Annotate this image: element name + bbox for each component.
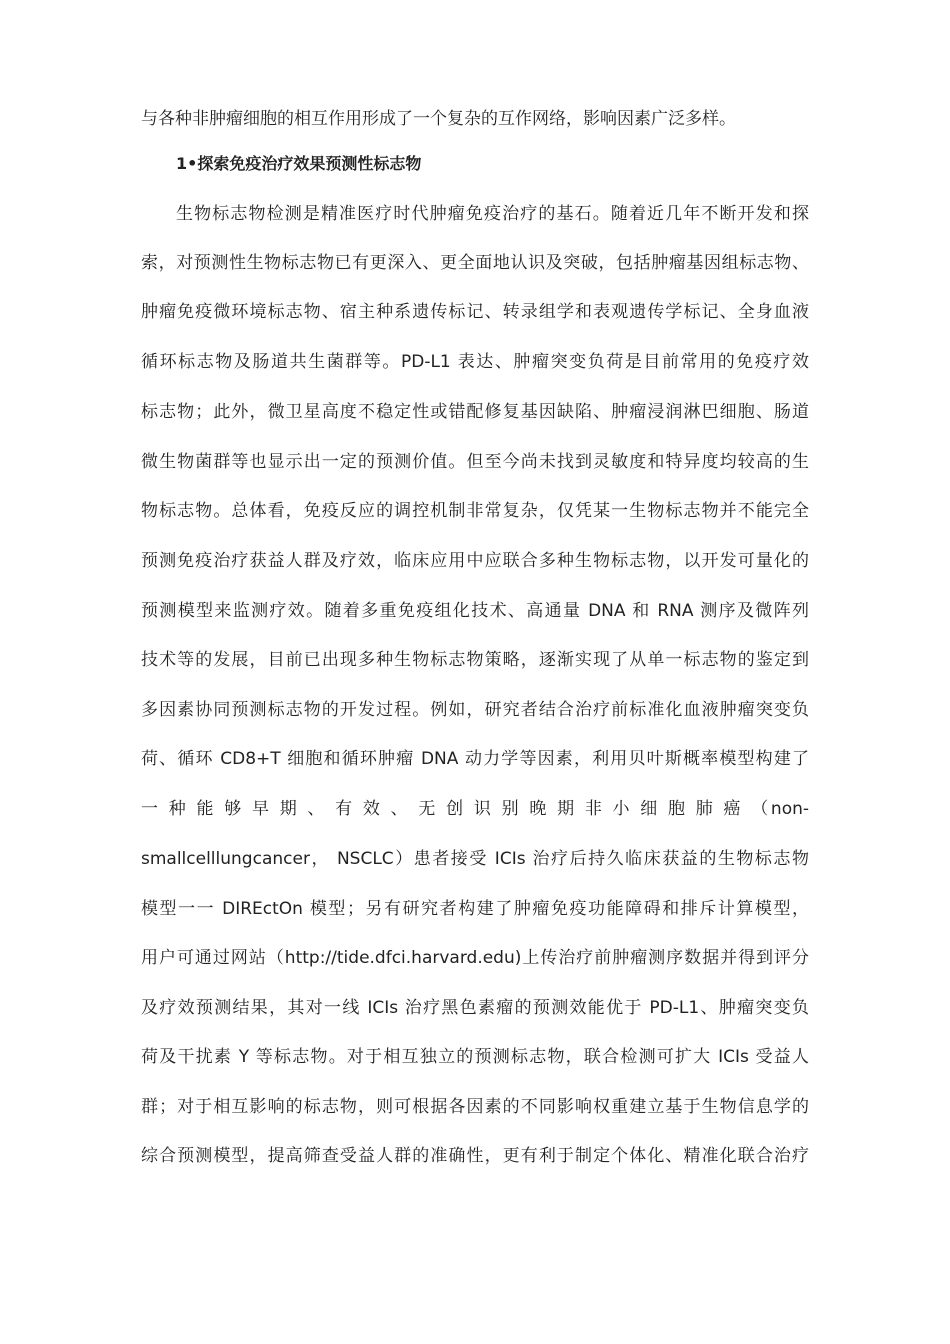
section-heading: 1•探索免疫治疗效果预测性标志物 [176, 154, 422, 173]
paragraph-line: 与各种非肿瘤细胞的相互作用形成了一个复杂的互作网络，影响因素广泛多样。 [141, 109, 736, 129]
paragraph-line: 用户可通过网站（http://tide.dfci.harvard.edu)上传治疗前肿瘤测序数据并得到评分 [141, 948, 809, 968]
paragraph-line: 预测免疫治疗获益人群及疗效，临床应用中应联合多种生物标志物，以开发可量化的 [141, 551, 809, 571]
paragraph-line: 肿瘤免疫微环境标志物、宿主种系遗传标记、转录组学和表观遗传学标记、全身血液 [141, 302, 809, 322]
paragraph-line: 索，对预测性生物标志物已有更深入、更全面地认识及突破，包括肿瘤基因组标志物、 [141, 253, 809, 273]
paragraph-line: 技术等的发展，目前已出现多种生物标志物策略，逐渐实现了从单一标志物的鉴定到 [141, 650, 809, 670]
paragraph-line: 荷、循环 CD8+T 细胞和循环肿瘤 DNA 动力学等因素，利用贝叶斯概率模型构建了 [141, 749, 809, 769]
paragraph-line: 一 种 能 够 早 期 、 有 效 、 无 创 识 别 晚 期 非 小 细 胞 肺 癌 （non- [141, 799, 809, 819]
paragraph-line: 微生物菌群等也显示出一定的预测价值。但至今尚未找到灵敏度和特异度均较高的生 [141, 452, 809, 472]
paragraph-line: 物标志物。总体看，免疫反应的调控机制非常复杂，仅凭某一生物标志物并不能完全 [141, 501, 809, 521]
paragraph-line: 荷及干扰素 Y 等标志物。对于相互独立的预测标志物，联合检测可扩大 ICIs 受益人 [141, 1047, 809, 1067]
paragraph-line: 模型一一 DIREctOn 模型；另有研究者构建了肿瘤免疫功能障碍和排斥计算模型， [141, 899, 809, 919]
paragraph-line: 标志物；此外，微卫星高度不稳定性或错配修复基因缺陷、肿瘤浸润淋巴细胞、肠道 [141, 402, 809, 422]
paragraph-line: 及疗效预测结果，其对一线 ICIs 治疗黑色素瘤的预测效能优于 PD-L1、肿瘤突变负 [141, 998, 809, 1018]
paragraph-line: 综合预测模型，提高筛查受益人群的准确性，更有利于制定个体化、精准化联合治疗 [141, 1146, 809, 1166]
paragraph-line: 循环标志物及肠道共生菌群等。PD-L1 表达、肿瘤突变负荷是目前常用的免疫疗效 [141, 352, 809, 372]
paragraph-line: 群；对于相互影响的标志物，则可根据各因素的不同影响权重建立基于生物信息学的 [141, 1097, 809, 1117]
paragraph-line: smallcelllungcancer， NSCLC）患者接受 ICIs 治疗后持久临床获益的生物标志物 [141, 849, 809, 869]
paragraph-line: 多因素协同预测标志物的开发过程。例如，研究者结合治疗前标准化血液肿瘤突变负 [141, 700, 809, 720]
paragraph-line: 生物标志物检测是精准医疗时代肿瘤免疫治疗的基石。随着近几年不断开发和探 [176, 204, 809, 224]
paragraph-line: 预测模型来监测疗效。随着多重免疫组化技术、高通量 DNA 和 RNA 测序及微阵列 [141, 601, 809, 621]
